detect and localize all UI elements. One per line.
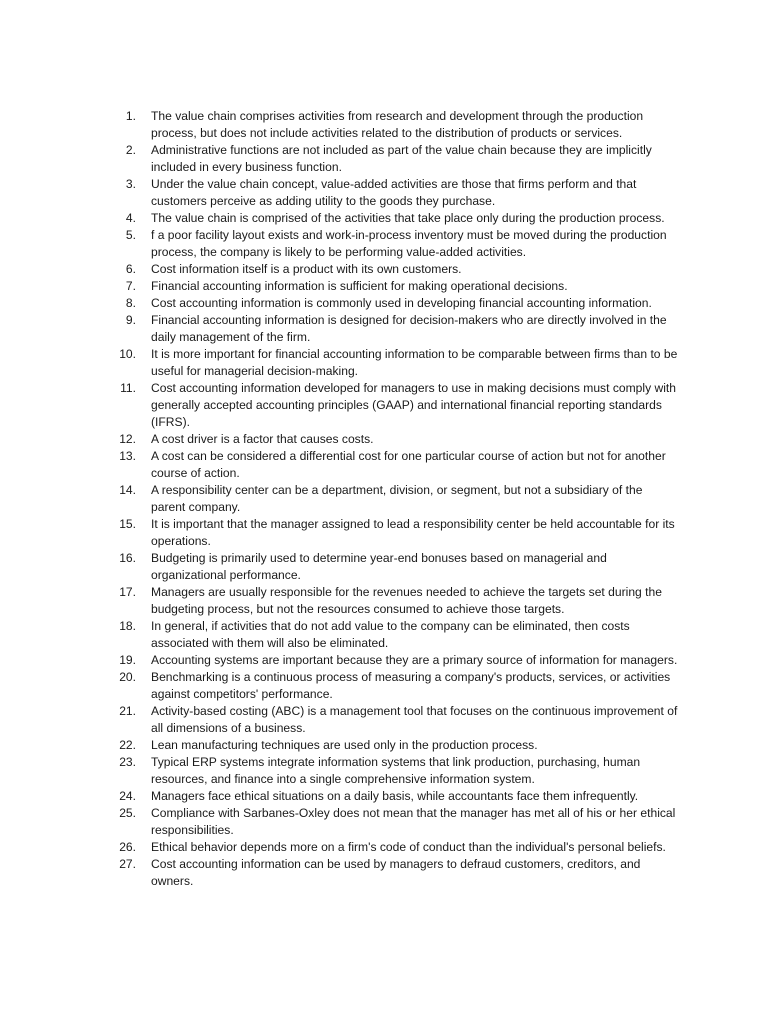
list-item: [102, 346, 680, 380]
list-item-text: The value chain is comprised of the activities that take place only during the production process.: [151, 211, 665, 225]
list-item-number: 2.: [125, 143, 136, 157]
list-item-text: A cost can be considered a differential cost for one particular course of action but not for another course of action.: [151, 449, 666, 480]
list-item-number: 16.: [119, 551, 136, 565]
list-item-number: 19.: [119, 653, 136, 667]
list-item-text: The value chain comprises activities from research and development through the production process, but does not include activities related to the distribution of products or services.: [151, 109, 644, 140]
list-item: [102, 805, 680, 839]
list-item-number: 26.: [119, 840, 136, 854]
list-item-number: 5.: [125, 228, 136, 242]
statement-list: [102, 108, 680, 890]
list-item-number: 4.: [125, 211, 136, 225]
list-item: [102, 669, 680, 703]
list-item: [102, 856, 680, 890]
list-item-text: Cost information itself is a product with its own customers.: [151, 262, 462, 276]
list-item-text: Under the value chain concept, value-added activities are those that firms perform and that customers perceive as adding utility to the goods they purchase.: [151, 177, 637, 208]
list-item: [102, 227, 680, 261]
list-item-text: It is important that the manager assigned to lead a responsibility center be held accountable for its operations.: [151, 517, 675, 548]
list-item-text: f a poor facility layout exists and work-in-process inventory must be moved during the production process, the company is likely to be performing value-added activities.: [151, 228, 667, 259]
list-item-text: It is more important for financial accounting information to be comparable between firms than to be useful for managerial decision-making.: [151, 347, 678, 378]
list-item: [102, 839, 680, 856]
list-item-number: 18.: [119, 619, 136, 633]
list-item-number: 12.: [119, 432, 136, 446]
list-item-number: 17.: [119, 585, 136, 599]
list-item-text: Financial accounting information is designed for decision-makers who are directly involved in the daily management of the firm.: [151, 313, 667, 344]
list-item: [102, 550, 680, 584]
list-item-text: Cost accounting information is commonly used in developing financial accounting information.: [151, 296, 652, 310]
list-item-text: Lean manufacturing techniques are used only in the production process.: [151, 738, 538, 752]
list-item-number: 27.: [119, 857, 136, 871]
list-item: [102, 261, 680, 278]
list-item-number: 3.: [125, 177, 136, 191]
list-item: [102, 176, 680, 210]
list-item: [102, 295, 680, 312]
list-item-number: 13.: [119, 449, 136, 463]
list-item-number: 21.: [119, 704, 136, 718]
list-item-number: 15.: [119, 517, 136, 531]
list-item-number: 6.: [125, 262, 136, 276]
list-item-number: 1.: [125, 109, 136, 123]
list-item: [102, 482, 680, 516]
list-item-number: 25.: [119, 806, 136, 820]
list-item-text: Managers face ethical situations on a daily basis, while accountants face them infrequently.: [151, 789, 639, 803]
list-item-text: Typical ERP systems integrate information systems that link production, purchasing, human resources, and finance into a single comprehensive information system.: [151, 755, 641, 786]
list-item-number: 8.: [125, 296, 136, 310]
list-item: [102, 754, 680, 788]
list-item-text: Managers are usually responsible for the revenues needed to achieve the targets set during the budgeting process, but not the resources consumed to achieve those targets.: [151, 585, 662, 616]
list-item-text: Budgeting is primarily used to determine year-end bonuses based on managerial and organizational performance.: [151, 551, 607, 582]
list-item-number: 7.: [125, 279, 136, 293]
list-item: [102, 108, 680, 142]
list-item-text: Compliance with Sarbanes-Oxley does not mean that the manager has met all of his or her ethical responsibilities.: [151, 806, 676, 837]
list-item: [102, 703, 680, 737]
list-item: [102, 652, 680, 669]
list-item-text: A cost driver is a factor that causes costs.: [151, 432, 374, 446]
list-item-text: Accounting systems are important because they are a primary source of information for managers.: [151, 653, 678, 667]
list-item-number: 20.: [119, 670, 136, 684]
list-item-number: 22.: [119, 738, 136, 752]
list-item-text: In general, if activities that do not add value to the company can be eliminated, then costs associated with them will also be eliminated.: [151, 619, 630, 650]
list-item-text: A responsibility center can be a department, division, or segment, but not a subsidiary of the parent company.: [151, 483, 643, 514]
list-item: [102, 516, 680, 550]
list-item-number: 11.: [120, 381, 136, 395]
list-item: [102, 431, 680, 448]
list-item: [102, 618, 680, 652]
list-item: [102, 584, 680, 618]
list-item: [102, 448, 680, 482]
list-item: [102, 737, 680, 754]
list-item-text: Cost accounting information can be used by managers to defraud customers, creditors, and owners.: [151, 857, 641, 888]
list-item-number: 14.: [119, 483, 136, 497]
list-item-text: Cost accounting information developed for managers to use in making decisions must comply with generally accepted accounting principles (GAAP) and international financial reporting standards (IFRS).: [151, 381, 676, 429]
list-item-text: Benchmarking is a continuous process of measuring a company's products, services, or activities against competitors' performance.: [151, 670, 671, 701]
list-item: [102, 788, 680, 805]
list-item-number: 9.: [125, 313, 136, 327]
list-item-text: Activity-based costing (ABC) is a management tool that focuses on the continuous improvement of all dimensions of a business.: [151, 704, 678, 735]
list-item: [102, 210, 680, 227]
list-item: [102, 380, 680, 431]
list-item: [102, 312, 680, 346]
list-item-number: 24.: [119, 789, 136, 803]
list-item-text: Financial accounting information is sufficient for making operational decisions.: [151, 279, 568, 293]
list-item-number: 10.: [119, 347, 136, 361]
list-item-number: 23.: [119, 755, 136, 769]
list-item-text: Ethical behavior depends more on a firm's code of conduct than the individual's personal beliefs.: [151, 840, 666, 854]
list-item: [102, 142, 680, 176]
list-item: [102, 278, 680, 295]
list-item-text: Administrative functions are not included as part of the value chain because they are implicitly included in every business function.: [151, 143, 652, 174]
